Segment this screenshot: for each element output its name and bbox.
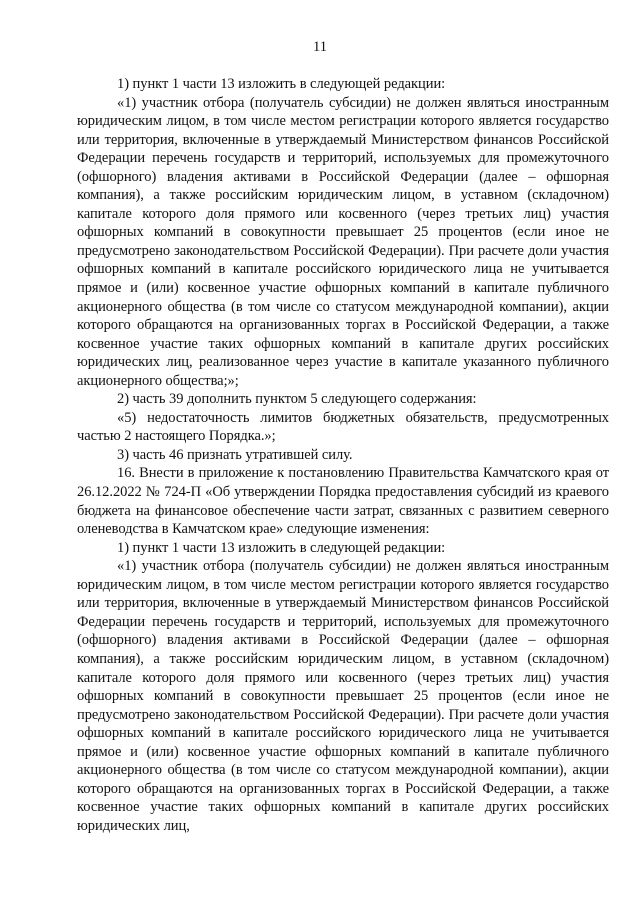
paragraph-budget-limits: «5) недостаточность лимитов бюджетных обязательств, предусмотренных частью 2 настоящего Порядка.»; [77,409,609,445]
paragraph-part-46-repeal: 3) часть 46 признать утратившей силу. [117,446,353,463]
paragraph-offshore-requirement: «1) участник отбора (получатель субсидии) не должен являться иностранным юридическим лицом, в том числе местом регистрации которого является государство или территория, включенные в утверждаемый Министерством финансов Российской Федерации перечень государств и территорий, используемых для промежуточного (офшорного) владения активами в Российской Федерации (далее – офшорная компания), а также российским юридическим лицом, в уставном (складочном) капитале которого доля прямого или косвенного (через третьих лиц) участия офшорных компаний в совокупности превышает 25 процентов (если иное не предусмотрено законодательством Российской Федерации). При расчете доли участия офшорных компаний в капитале российского юридического лица не учитывается прямое и (или) косвенное участие офшорных компаний в капитале публичного акционерного общества (в том числе со статусом международной компании), акции которого обращаются на организованных торгах в Российской Федерации, а также косвенное участие таких офшорных компаний в капитале других российских юридических лиц, реализованное через участие в капитале указанного публичного акционерного общества;»; [77,94,609,389]
page-number: 11 [313,39,327,55]
paragraph-item-1-part-13-second: 1) пункт 1 части 13 изложить в следующей редакции: [117,539,446,556]
paragraph-offshore-requirement-second: «1) участник отбора (получатель субсидии) не должен являться иностранным юридическим лицом, в том числе местом регистрации которого является государство или территория, включенные в утверждаемый Министерством финансов Российской Федерации перечень государств и территорий, используемых для промежуточного (офшорного) владения активами в Российской Федерации (далее – офшорная компания), а также российским юридическим лицом, в уставном (складочном) капитале которого доля прямого или косвенного (через третьих лиц) участия офшорных компаний в совокупности превышает 25 процентов (если иное не предусмотрено законодательством Российской Федерации). При расчете доли участия офшорных компаний в капитале российского юридического лица не учитывается прямое и (или) косвенное участие офшорных компаний в капитале публичного акционерного общества (в том числе со статусом международной компании), акции которого обращаются на организованных торгах в Российской Федерации, а также косвенное участие таких офшорных компаний в капитале других российских юридических лиц, [77,558,609,834]
paragraph-part-39-addition: 2) часть 39 дополнить пунктом 5 следующего содержания: [117,391,477,408]
paragraph-section-16: 16. Внести в приложение к постановлению Правительства Камчатского края от 26.12.2022 № 724-П «Об утверждении Порядка предоставления субсидий из краевого бюджета на финансовое обеспечение части затрат, связанных с развитием северного оленеводства в Камчатском крае» следующие изменения: [77,465,609,538]
document-body [77,75,609,835]
paragraph-item-1-part-13: 1) пункт 1 части 13 изложить в следующей редакции: [117,76,446,92]
